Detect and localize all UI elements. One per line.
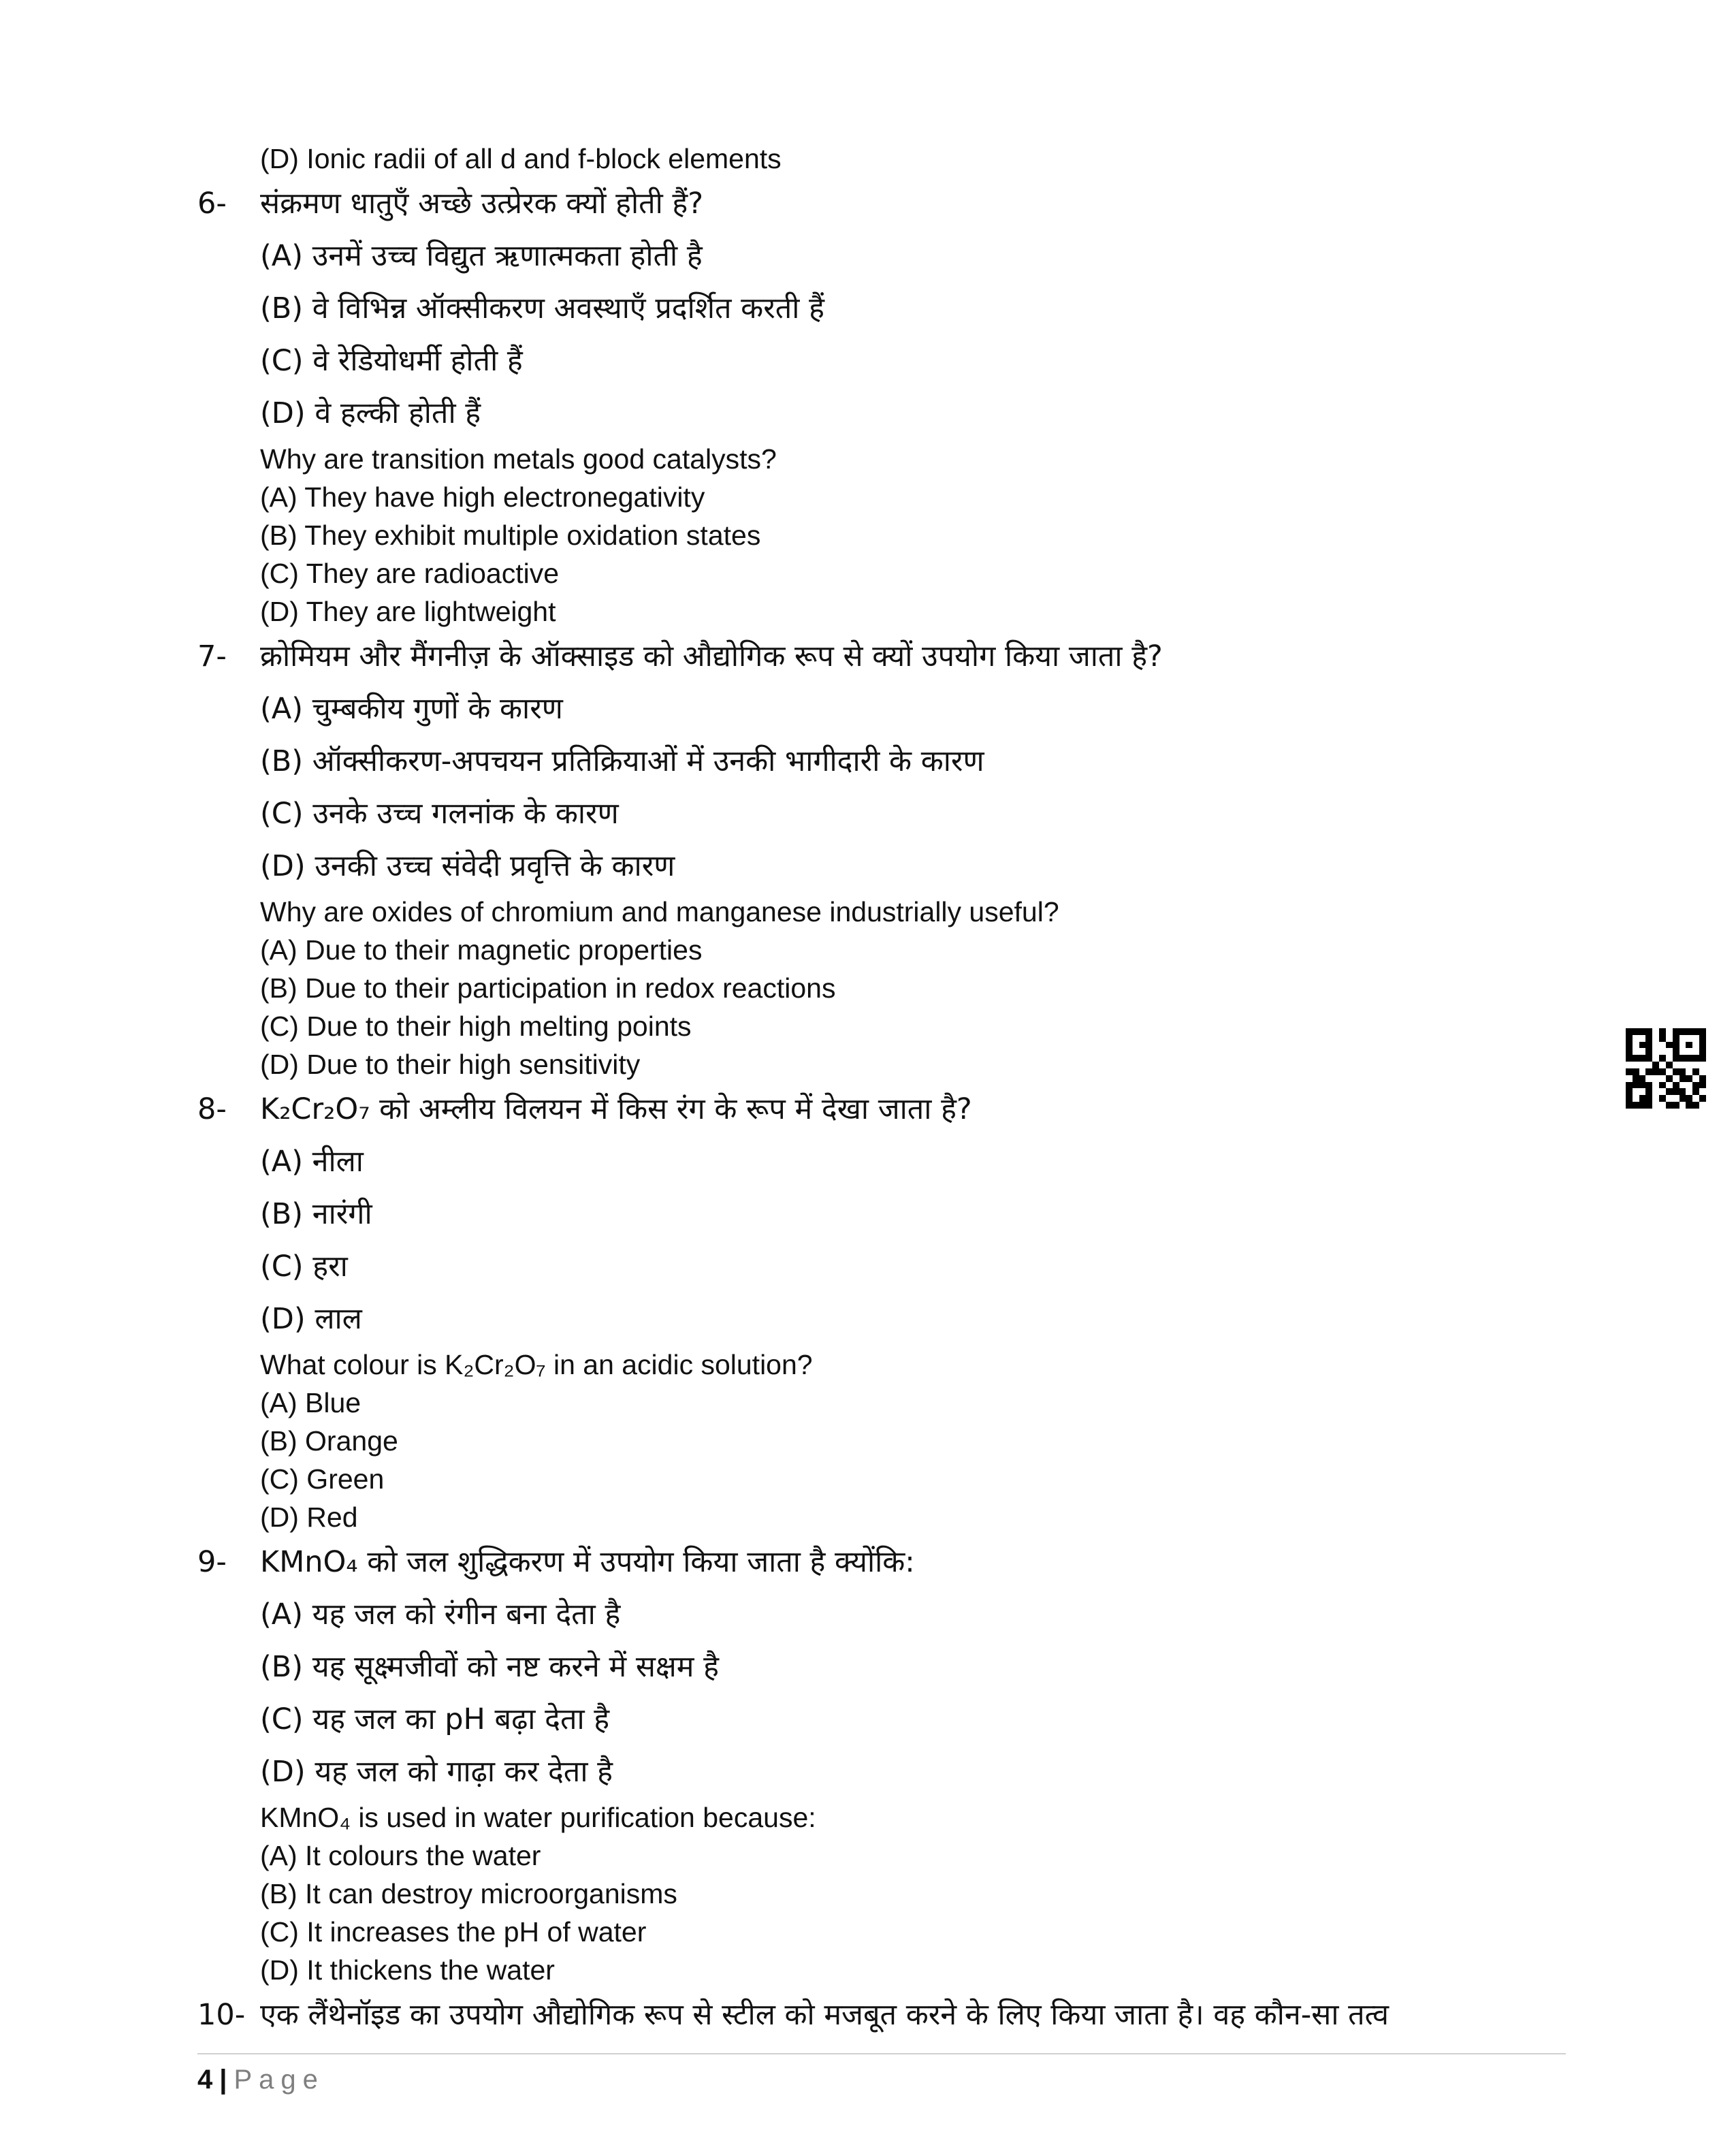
qr-module [1639,1042,1646,1049]
q6-option-c-en: (C) They are radioactive [260,558,560,589]
q7-option-a-en: (A) Due to their magnetic properties [260,934,703,966]
qr-module [1686,1062,1692,1068]
q8-option-c-en: (C) Green [260,1463,385,1495]
qr-module [1645,1035,1652,1042]
qr-module [1639,1048,1646,1055]
q8-option-c-hi: (C) हरा [260,1250,348,1284]
qr-module [1645,1068,1652,1075]
qr-module [1673,1082,1679,1089]
qr-module [1659,1062,1666,1068]
qr-module [1666,1082,1673,1089]
q9-option-a-en: (A) It colours the water [260,1840,541,1871]
qr-module [1639,1075,1646,1082]
q10-question-hi [197,1989,1600,2041]
qr-module [1652,1082,1659,1089]
qr-module [1686,1068,1692,1075]
qr-module [1686,1035,1692,1042]
qr-module [1639,1062,1646,1068]
qr-module [1666,1068,1673,1075]
qr-module [1652,1068,1659,1075]
qr-module [1626,1082,1633,1089]
qr-module [1692,1095,1699,1102]
qr-module [1626,1095,1633,1102]
q8-text-hi: K₂Cr₂O₇ को अम्लीय विलयन में किस रंग के रूप में देखा जाता है? [260,1092,972,1126]
q7-text-hi: क्रोमियम और मैंगनीज़ के ऑक्साइड को औद्योगिक रूप से क्यों उपयोग किया जाता है? [260,639,1163,673]
q8-question-hi [197,1083,1600,1136]
qr-module [1652,1102,1659,1109]
q7-option-b-hi: (B) ऑक्सीकरण-अपचयन प्रतिक्रियाओं में उनकी भागीदारी के कारण [260,744,984,778]
q8-option-b-en: (B) Orange [260,1425,398,1457]
qr-module [1666,1055,1673,1062]
qr-module [1633,1095,1639,1102]
qr-module [1633,1082,1639,1089]
qr-module [1652,1062,1659,1068]
qr-module [1699,1048,1706,1055]
qr-module [1626,1035,1633,1042]
qr-module [1692,1062,1699,1068]
qr-module [1659,1082,1666,1089]
qr-module [1692,1075,1699,1082]
qr-module [1639,1082,1646,1089]
qr-module [1652,1095,1659,1102]
qr-module [1686,1102,1692,1109]
qr-module [1673,1035,1679,1042]
qr-module [1645,1062,1652,1068]
qr-module [1673,1048,1679,1055]
qr-module [1666,1062,1673,1068]
qr-module [1626,1062,1633,1068]
qr-module [1673,1095,1679,1102]
q6-option-b-hi: (B) वे विभिन्न ऑक्सीकरण अवस्थाएँ प्रदर्शित करती हैं [260,291,824,325]
q9-text-hi: KMnO₄ को जल शुद्धिकरण में उपयोग किया जाता है क्योंकि: [260,1545,915,1579]
qr-module [1633,1055,1639,1062]
qr-module [1659,1075,1666,1082]
qr-module [1652,1042,1659,1049]
qr-module [1679,1055,1686,1062]
qr-module [1699,1082,1706,1089]
q7-option-d-hi: (D) उनकी उच्च संवेदी प्रवृत्ति के कारण [260,849,675,883]
q9-option-c-hi: (C) यह जल का pH बढ़ा देता है [260,1702,610,1736]
qr-module [1626,1102,1633,1109]
q8-option-d-en: (D) Red [260,1502,358,1533]
qr-module [1666,1075,1673,1082]
qr-module [1633,1102,1639,1109]
qr-module [1659,1095,1666,1102]
qr-module [1679,1088,1686,1095]
qr-module [1666,1102,1673,1109]
q8-option-a-en: (A) Blue [260,1387,361,1418]
q6-question-en: Why are transition metals good catalysts? [260,443,777,475]
qr-module [1633,1088,1639,1095]
qr-module [1633,1068,1639,1075]
qr-module [1692,1042,1699,1049]
qr-module [1699,1102,1706,1109]
qr-module [1645,1048,1652,1055]
footer-divider [197,2053,1566,2054]
qr-module [1699,1088,1706,1095]
qr-module [1666,1042,1673,1049]
qr-module [1666,1035,1673,1042]
qr-module [1626,1055,1633,1062]
qr-module [1639,1035,1646,1042]
q8-option-b-hi: (B) नारंगी [260,1197,372,1231]
q9-option-c-en: (C) It increases the pH of water [260,1916,647,1948]
q8-option-a-hi: (A) नीला [260,1145,364,1179]
q7-number: 7- [197,639,227,673]
qr-module [1673,1055,1679,1062]
qr-module [1692,1048,1699,1055]
qr-module [1645,1028,1652,1035]
qr-module [1679,1095,1686,1102]
qr-module [1652,1028,1659,1035]
qr-module [1626,1042,1633,1049]
qr-module [1659,1028,1666,1035]
qr-module [1645,1088,1652,1095]
qr-module [1686,1055,1692,1062]
qr-module [1679,1028,1686,1035]
qr-module [1686,1048,1692,1055]
q9-question-hi [197,1536,1600,1589]
qr-module [1652,1035,1659,1042]
qr-module [1699,1075,1706,1082]
qr-module [1626,1028,1633,1035]
qr-module [1679,1102,1686,1109]
qr-module [1692,1035,1699,1042]
question-list [197,140,1600,2041]
qr-module [1686,1075,1692,1082]
qr-module [1673,1042,1679,1049]
q6-option-d-hi: (D) वे हल्की होती हैं [260,396,481,430]
qr-module [1666,1028,1673,1035]
qr-module [1699,1095,1706,1102]
q6-number: 6- [197,187,227,221]
qr-module [1633,1035,1639,1042]
q9-option-a-hi: (A) यह जल को रंगीन बना देता है [260,1598,621,1632]
qr-module [1679,1075,1686,1082]
q7-question-en: Why are oxides of chromium and manganese industrially useful? [260,896,1059,927]
qr-module [1639,1102,1646,1109]
q9-option-d-hi: (D) यह जल को गाढ़ा कर देता है [260,1755,613,1789]
q9-option-b-en: (B) It can destroy microorganisms [260,1878,677,1909]
qr-module [1679,1062,1686,1068]
qr-module [1659,1035,1666,1042]
qr-module [1652,1075,1659,1082]
q7-option-b-en: (B) Due to their participation in redox reactions [260,972,836,1004]
qr-module [1692,1055,1699,1062]
qr-module [1699,1055,1706,1062]
qr-module [1639,1095,1646,1102]
q9-number: 9- [197,1545,227,1579]
qr-module [1699,1035,1706,1042]
qr-module [1639,1068,1646,1075]
qr-module [1666,1095,1673,1102]
q9-option-d-en: (D) It thickens the water [260,1954,555,1986]
qr-module [1686,1042,1692,1049]
qr-module [1626,1068,1633,1075]
qr-module [1639,1088,1646,1095]
qr-module [1666,1088,1673,1095]
qr-module [1645,1095,1652,1102]
qr-module [1639,1055,1646,1062]
q8-question-en: What colour is K₂Cr₂O₇ in an acidic solution? [260,1349,813,1380]
qr-module [1686,1028,1692,1035]
qr-module [1633,1028,1639,1035]
qr-module [1652,1055,1659,1062]
qr-module [1645,1075,1652,1082]
qr-module [1673,1068,1679,1075]
q7-question-hi [197,631,1600,683]
qr-module [1679,1068,1686,1075]
qr-module [1699,1028,1706,1035]
q7-option-d-en: (D) Due to their high sensitivity [260,1049,641,1080]
qr-module [1699,1068,1706,1075]
qr-module [1673,1028,1679,1035]
q5-option-d-en: (D) Ionic radii of all d and f-block elements [260,143,782,174]
qr-module [1633,1062,1639,1068]
qr-module [1673,1075,1679,1082]
qr-module [1659,1055,1666,1062]
qr-module [1659,1048,1666,1055]
q6-option-a-en: (A) They have high electronegativity [260,481,705,513]
qr-module [1633,1048,1639,1055]
qr-module [1633,1042,1639,1049]
qr-module [1659,1042,1666,1049]
q6-option-b-en: (B) They exhibit multiple oxidation states [260,520,761,551]
qr-module [1679,1082,1686,1089]
footer-separator: | [219,2065,227,2095]
q6-text-hi: संक्रमण धातुएँ अच्छे उत्प्रेरक क्यों होती हैं? [260,187,704,221]
q7-option-c-hi: (C) उनके उच्च गलनांक के कारण [260,797,619,831]
q9-question-en: KMnO₄ is used in water purification because: [260,1802,816,1833]
qr-module [1673,1062,1679,1068]
qr-module [1659,1102,1666,1109]
qr-module [1699,1042,1706,1049]
q7-option-c-en: (C) Due to their high melting points [260,1011,692,1042]
qr-module [1659,1088,1666,1095]
qr-module [1673,1088,1679,1095]
qr-module [1686,1095,1692,1102]
qr-module [1652,1048,1659,1055]
qr-module [1633,1075,1639,1082]
qr-module [1692,1088,1699,1095]
q10-number: 10- [197,1998,246,2032]
qr-module [1645,1102,1652,1109]
qr-module [1686,1088,1692,1095]
qr-module [1673,1102,1679,1109]
qr-module [1645,1042,1652,1049]
qr-module [1679,1035,1686,1042]
qr-module [1679,1042,1686,1049]
q6-question-hi [197,178,1600,230]
q6-option-c-hi: (C) वे रेडियोधर्मी होती हैं [260,344,523,378]
qr-module [1645,1082,1652,1089]
qr-module [1639,1028,1646,1035]
qr-module [1679,1048,1686,1055]
qr-module [1626,1048,1633,1055]
q6-option-d-en: (D) They are lightweight [260,596,556,627]
q6-option-a-hi: (A) उनमें उच्च विद्युत ऋणात्मकता होती है [260,239,703,273]
qr-code-icon [1626,1028,1706,1109]
page-label: Page [234,2065,325,2095]
qr-module [1666,1048,1673,1055]
qr-module [1692,1102,1699,1109]
qr-module [1692,1028,1699,1035]
qr-module [1659,1068,1666,1075]
q8-option-d-hi: (D) लाल [260,1302,362,1336]
qr-module [1686,1082,1692,1089]
qr-module [1645,1055,1652,1062]
qr-module [1626,1088,1633,1095]
page-footer [197,2063,325,2096]
qr-module [1699,1062,1706,1068]
q9-option-b-hi: (B) यह सूक्ष्मजीवों को नष्ट करने में सक्षम है [260,1650,719,1684]
qr-module [1692,1082,1699,1089]
q7-option-a-hi: (A) चुम्बकीय गुणों के कारण [260,692,563,726]
qr-module [1652,1088,1659,1095]
q10-text-hi: एक लैंथेनॉइड का उपयोग औद्योगिक रूप से स्टील को मजबूत करने के लिए किया जाता है। वह कौन-सा तत्व [260,1998,1389,2032]
qr-module [1692,1068,1699,1075]
qr-module [1626,1075,1633,1082]
page-number: 4 [197,2065,213,2095]
q8-number: 8- [197,1092,227,1126]
